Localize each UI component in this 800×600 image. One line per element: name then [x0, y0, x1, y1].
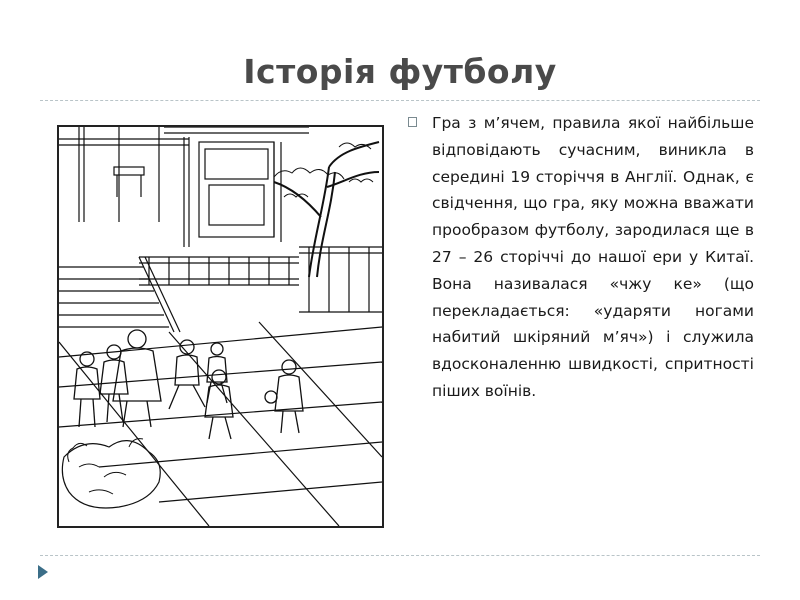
body-paragraph: Гра з м’ячем, правила якої найбільше відповідають сучасним, виникла в середині 19 сторіччя в Англії. Однак, є свідчення, що гра, яку можна вважати прообразом футболу, зародилася ще в 27 – 26 сторіччі до нашої ери у Китаї. Вона називалася «чжу ке» (що перекладається: «ударяти ногами набитий шкіряний м’яч») і служила вдосконаленню швидкості, спритності піших воїнів.	[432, 114, 754, 400]
bullet-square-icon	[408, 117, 417, 127]
play-triangle-icon[interactable]	[38, 565, 48, 579]
pavilion	[59, 127, 309, 247]
top-divider	[40, 100, 760, 101]
cuju-illustration	[57, 125, 384, 528]
rocks	[62, 439, 160, 508]
bottom-divider	[40, 555, 760, 556]
balustrade	[139, 247, 382, 312]
stairs	[59, 257, 180, 332]
slide-title: Історія футболу	[243, 52, 557, 91]
